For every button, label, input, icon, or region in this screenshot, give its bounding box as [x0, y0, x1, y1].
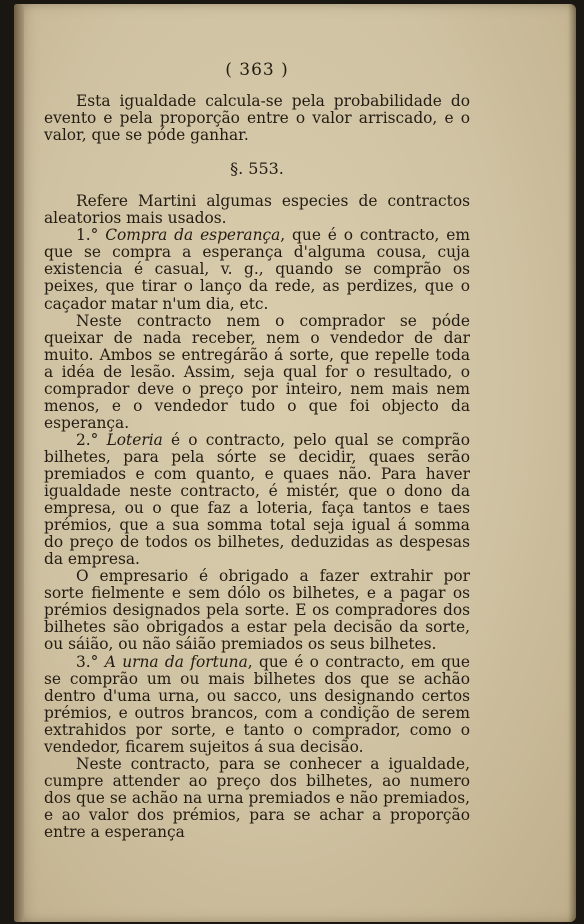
- intro-paragraph: Esta igualdade calcula-se pela probabilidade do evento e pela proporção entre o valor arriscado, e o valor, que se póde ganhar.: [44, 92, 470, 145]
- book-page: [14, 4, 576, 922]
- paragraph-4-prefix: 2.°: [76, 430, 107, 449]
- paragraph-2-text: , que é o contracto, em que se compra a esperança d'alguma cousa, cuja existencia é casual, v. g., quando se comprão os peixes, que tirar o lanço da rede, as perdizes, que o caçador matar n'um dia, etc.: [44, 226, 470, 313]
- section-heading: §. 553.: [230, 159, 284, 179]
- page-edge-shadow: [568, 4, 576, 922]
- paragraph-6-term: A urna da fortuna: [104, 652, 248, 671]
- paragraph-6: [44, 654, 470, 756]
- paragraph-1: [44, 193, 470, 227]
- page-number: ( 363 ): [225, 60, 289, 80]
- paragraph-4-text: é o contracto, pelo qual se comprão bilhetes, para pela sórte se decidir, quaes serão premiados e com quanto, e quaes não. Para haver igualdade neste contracto, é mistér, que o dono da empresa, ou o que faz a loteria, faça tantos e taes prémios, que a sua somma total seja igual á somma do preço de todos os bilhetes, deduzidas as despesas da empresa.: [44, 430, 470, 569]
- paragraph-4: [44, 432, 470, 568]
- paragraph-1-text: Refere Martini algumas especies de contractos aleatorios mais usados.: [44, 192, 470, 228]
- paragraph-2-term: Compra da esperança: [105, 226, 281, 245]
- paragraph-6-text: , que é o contracto, em que se comprão um ou mais bilhetes dos que se achão dentro d'uma urna, ou sacco, uns designando certos prémios, e outros brancos, com a condição de serem extrahidos por sorte, e tanto o comprador, como o vendedor, ficarem sujeitos á sua decisão.: [44, 652, 471, 756]
- paragraph-6-prefix: 3.°: [76, 652, 105, 671]
- paragraph-3: [44, 313, 470, 432]
- paragraph-3-text: Neste contracto nem o comprador se póde queixar de nada receber, nem o vendedor de dar muito. Ambos se entregárão á sorte, que repelle toda a idéa de lesão. Assim, seja qual for o resultado, o comprador deve o preço por inteiro, nem mais nem menos, e o vendedor tudo o que foi objecto da esperança.: [44, 311, 470, 432]
- paragraph-2: [44, 227, 470, 312]
- paragraph-5: [44, 568, 470, 653]
- paragraph-5-text: O empresario é obrigado a fazer extrahir por sorte fielmente e sem dólo os bilhetes, e a pagar os prémios designados pela sorte. E os compradores dos bilhetes são obrigados a estar pela decisão da sorte, ou sáião, ou não sáião premiados os seus bilhetes.: [44, 567, 470, 654]
- page-text: [44, 62, 470, 841]
- paragraph-7-text: Neste contracto, para se conhecer a igualdade, cumpre attender ao preço dos bilhetes, ao numero dos que se achão na urna premiados e não premiados, e ao valor dos prémios, para se achar a proporção entre a esperança: [44, 754, 470, 841]
- paragraph-4-term: Loteria: [106, 430, 163, 449]
- paragraph-7: [44, 756, 470, 841]
- paragraph-2-prefix: 1.°: [76, 226, 106, 245]
- binding-edge: [14, 4, 24, 922]
